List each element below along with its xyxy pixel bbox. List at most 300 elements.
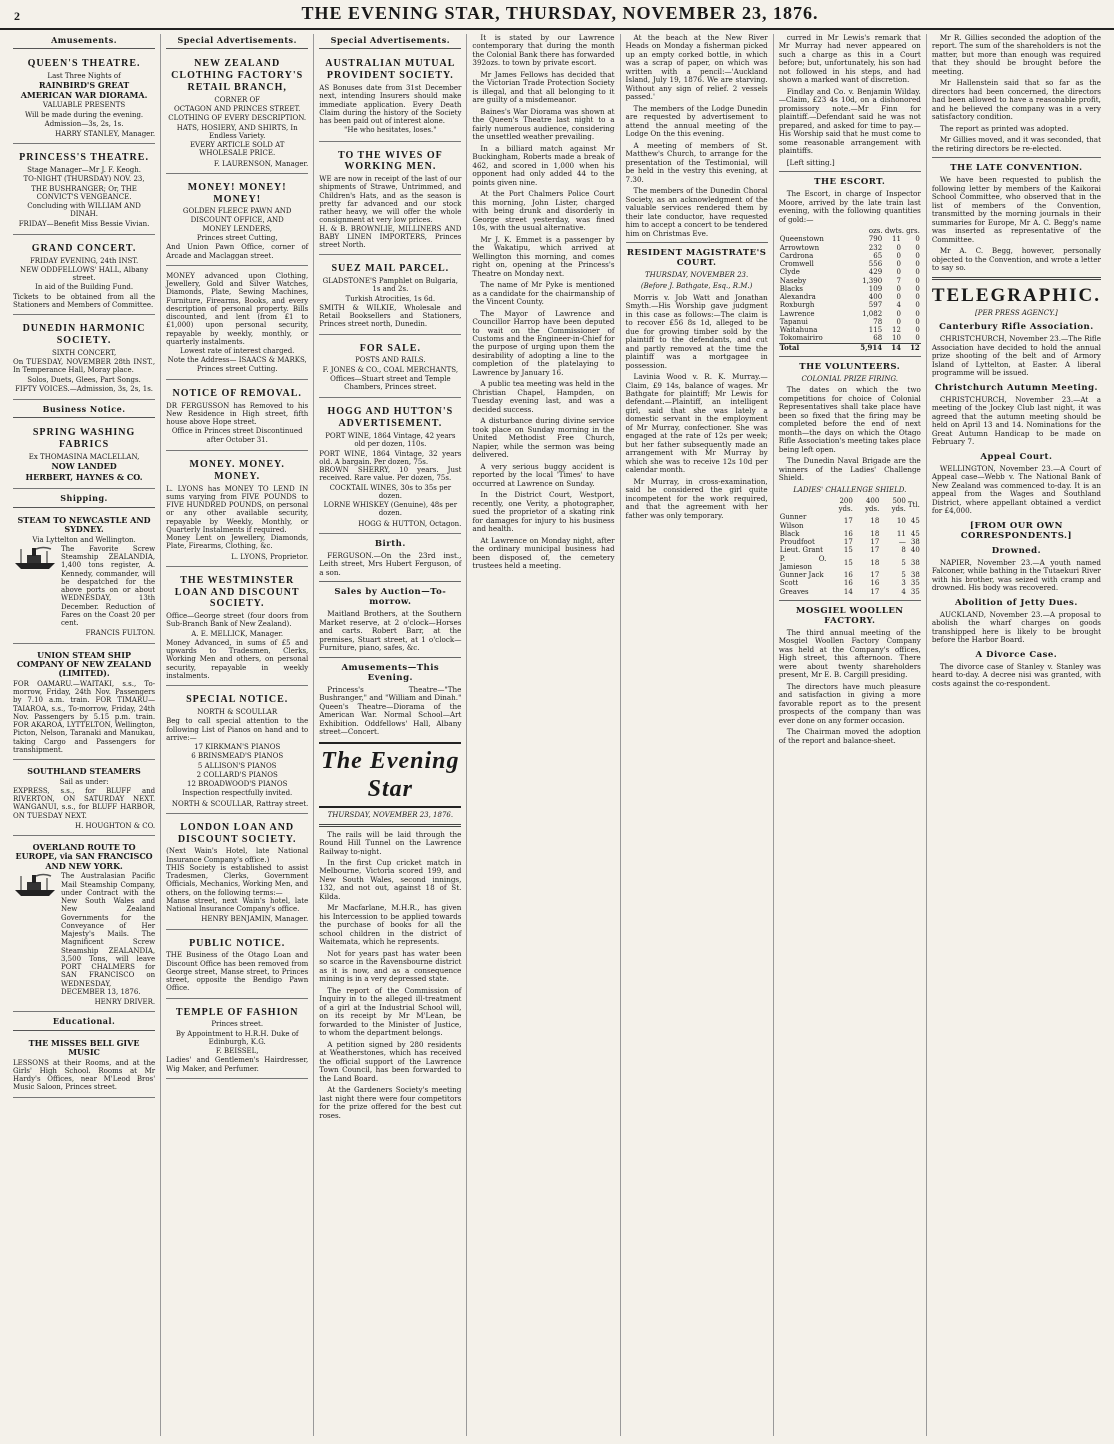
special-ad-line: A. E. MELLICK, Manager.	[191, 629, 284, 638]
column-2	[161, 34, 314, 1436]
escort-gr: 0	[915, 317, 920, 326]
amusement-ad	[13, 238, 155, 315]
column-7	[927, 34, 1106, 1436]
news-paragraph: In a billiard match against Mr Buckingham, Roberts made a break of 462, and scored in 1,000 when his opponent had only added 44 to the points given nine.	[472, 143, 615, 187]
shipping-title: STEAM TO NEWCASTLE AND SYDNEY.	[17, 514, 151, 535]
amusement-ad	[13, 147, 155, 235]
auction-notice: Maitland Brothers, at the Southern Market reserve, at 2 o'clock—Horses and carts. Robert Barr, at the premises, Stuart street, at 1 o'clock—Furniture, piano, safes, &c.	[319, 609, 462, 653]
special-ad-line: Beg to call special attention to the following List of Pianos on hand and to arrive:—	[166, 717, 309, 742]
auction-header: Sales by Auction—To-morrow.	[334, 587, 447, 608]
special2-ad-line: PORT WINE, 1864 Vintage, 42 years old per dozen, 110s.	[325, 432, 456, 449]
escort-place: Alexandra	[779, 293, 816, 302]
steamship-icon	[13, 545, 57, 571]
news-paragraph: A meeting of members of St. Matthew's Church, to arrange for the presentation of the Testimonial, will be held in the vestry this evening, at 7.30.	[625, 140, 768, 184]
news-paragraphs-3	[626, 34, 768, 238]
shipping-sub: Sail as under:	[59, 777, 109, 786]
amusement-ad-line: FRIDAY EVENING, 24th INST.	[29, 256, 139, 265]
shipping-ad	[13, 763, 155, 836]
special-ad-line: NORTH & SCOULLAR	[197, 708, 278, 716]
special-ad-signature: F. LAURENSON, Manager.	[213, 159, 309, 168]
section-header-amusements: Amusements.	[13, 34, 155, 49]
escort-dwt: 11	[892, 235, 901, 244]
double-rule	[319, 824, 461, 827]
news-paragraph: curred in Mr Lewis's remark that Mr Murray had never appeared on such a charge as this in a Court before; but, unfortunately, his son had not followed in his steps, and had shown a marked want of discretion.	[778, 33, 921, 85]
escort-dwt: 0	[896, 284, 901, 293]
shipping-ads	[13, 512, 155, 1013]
shooter-name: Greaves	[779, 587, 809, 596]
column-3	[314, 34, 467, 1436]
special2-ad-line: "He who hesitates, loses."	[344, 126, 437, 135]
court-paragraph: Lavinia Wood v. R. K. Murray.—Claim, £9 14s, balance of wages. Mr Bathgate for plaintiff; Mr Lewis for defendant.—Plaintiff, an intelligent girl, said that she was lately a domestic servant in the employment of Mr Murray, confectioner. She was engaged at the rate of 12s per week; but her father subsequently made an arrangement with Mr Murray by which she was to receive 12s 10d per calendar month.	[625, 372, 768, 475]
amusement-ad-line: Admission—3s, 2s, 1s.	[44, 119, 124, 128]
news-paragraph: In the first Cup cricket match in Melbourne, Victoria scored 199, and New South Wales, second innings, 132, and not out, against 18 of St. Kilda.	[319, 858, 462, 901]
divider	[932, 157, 1101, 158]
special-ad-title: MONEY! MONEY! MONEY!	[187, 181, 287, 205]
news-paragraph: A petition signed by 280 residents at Weatherstones, which has received the official support of the Lawrence Town Council, has been forwarded to the Land Board.	[319, 1039, 462, 1083]
shooting-header: 500 yds.	[891, 496, 906, 514]
news-paragraph: At Lawrence on Monday night, after the ordinary municipal business had been disposed of, the cemetery trustees held a meeting.	[472, 535, 615, 571]
shooter-name: Scott	[779, 579, 799, 588]
escort-dwt: 12	[892, 326, 901, 335]
news-paragraph: Mr James Fellows has decided that the Victorian Trade Protection Society is illegal, and that all belonging to it are guilty of a misdemeanor.	[472, 69, 615, 105]
score-500: 8	[901, 546, 906, 555]
double-rule	[932, 277, 1101, 280]
telegram-head: [FROM OUR OWN CORRESPONDENTS.]	[960, 520, 1073, 541]
score-500: 4	[901, 587, 906, 596]
escort-row	[779, 252, 921, 260]
special-ad-line: CORNER OF	[214, 95, 261, 104]
score-total: 35	[910, 587, 920, 596]
escort-row	[779, 244, 921, 252]
special2-ad-line: WE are now in receipt of the last of our shipments of Strawe, Untrimmed, and Children's Hats, and as the season is pretty far advanced and our stock rather heavy, we will offer the whole consignment at very low prices.	[319, 175, 462, 225]
telegram-body: AUCKLAND, November 23.—A proposal to abolish the wharf charges on goods transhipped here is likely to be brought before the Harbor Board.	[931, 609, 1101, 645]
amusement-ad-signature: HARRY STANLEY, Manager.	[55, 130, 156, 139]
shooter-name: Lieut. Grant	[779, 546, 823, 555]
escort-row	[779, 235, 921, 243]
telegram-body: CHRISTCHURCH, November 23.—The Rifle Association have decided to hold the annual prize shooting of the belt and of Armory Island of Lyttelton, at Easter. A liberal programme will be issued.	[931, 334, 1101, 378]
score-total: 35	[910, 579, 920, 588]
escort-oz: 232	[868, 243, 883, 252]
special-ad-line: Money Lent on Jewellery, Diamonds, Plate, Firearms, Clothing, &c.	[166, 534, 309, 551]
special2-ad-line: SMITH & WILKIE, Wholesale and Retail Booksellers and Stationers, Princes street north, Dunedin.	[319, 303, 462, 329]
shooting-row	[779, 555, 921, 572]
news-paragraph: The name of Mr Pyke is mentioned as a candidate for the chairmanship of the Vincent County.	[472, 280, 615, 307]
escort-place: Tapanui	[779, 317, 808, 326]
news-paragraph: Mr J. K. Emmet is a passenger by the Wakatipu, which arrived at Wellington this morning, and comes right on, opening at the Princess's Theatre on Monday next.	[472, 234, 615, 278]
volunteers-title: THE VOLUNTEERS.	[799, 361, 901, 372]
special-ad	[166, 383, 308, 451]
escort-oz: 400	[868, 293, 883, 302]
court-title: RESIDENT MAGISTRATE'S COURT.	[626, 248, 767, 269]
shipping-sub: Via Lyttelton and Wellington.	[32, 535, 136, 544]
escort-intro: The Escort, in charge of Inspector Moore, arrived by the late train last evening, with the following quantities of gold:—	[778, 189, 921, 224]
escort-row	[779, 268, 921, 276]
special2-ad-title: HOGG AND HUTTON'S ADVERTISEMENT.	[327, 406, 454, 430]
escort-row	[779, 260, 921, 268]
shooting-row	[779, 546, 921, 554]
special-ad-title: NEW ZEALAND CLOTHING FACTORY'S RETAIL BRANCH,	[171, 58, 304, 94]
special-ad-title: LONDON LOAN AND DISCOUNT SOCIETY.	[177, 821, 297, 845]
special-ad-line: MONEY advanced upon Clothing, Jewellery, Gold and Silver Watches, Diamonds, Plate, Sewing Machines, Furniture, Firearms, Books, and every description of personal property. Bills discounted, and lent (from £1 to £1,000) upon personal security, repayable by weekly, monthly, or quarterly instalments.	[166, 271, 309, 346]
convention-title: THE LATE CONVENTION.	[950, 163, 1083, 174]
section-header-special-ads-2: Special Advertisements.	[319, 34, 461, 49]
score-500: 10	[896, 517, 906, 526]
telegram-head: Appeal Court.	[980, 451, 1053, 462]
score-500: 5	[901, 571, 906, 580]
special-ad-signature: HENRY BENJAMIN, Manager.	[201, 915, 309, 924]
escort-gr: 0	[915, 284, 920, 293]
telegram-body: NAPIER, November 23.—A youth named Falconer, while bathing in the Tutaekuri River with his brother, was seized with cramp and drowned. His body was recovered.	[931, 557, 1101, 593]
telegram-head: Drowned.	[991, 545, 1042, 556]
escort-title: THE ESCORT.	[814, 177, 886, 188]
woollen-paragraph: The directors have much pleasure and satisfaction in giving a more favorable report as to the present prospects of the company than was ever done on any former occasion.	[778, 681, 921, 725]
shooter-name: Black	[779, 529, 800, 538]
escort-oz: 790	[868, 235, 883, 244]
shipping-ad	[13, 839, 155, 1012]
section-header-shipping: Shipping.	[13, 492, 155, 507]
special-ad-title: TEMPLE OF FASHION	[175, 1006, 299, 1018]
special2-ad-line: AS Bonuses date from 31st December next, intending Insurers should make immediate application. Every Death Claim during the history of the Society has been paid out of interest alone.	[319, 84, 462, 126]
escort-oz: 115	[868, 326, 883, 335]
escort-gr: 0	[915, 334, 920, 343]
special-ad-line: Ladies' and Gentlemen's Hairdresser, Wig Maker, and Perfumer.	[166, 1056, 309, 1073]
divider	[779, 171, 921, 172]
score-200: 17	[843, 538, 853, 547]
score-500: —	[898, 538, 906, 547]
special2-ad	[319, 401, 461, 533]
steamship-icon	[13, 872, 57, 898]
special-ad-line: (Next Wain's Hotel, late National Insurance Company's office.)	[166, 847, 309, 864]
escort-place: Blacks	[779, 284, 803, 293]
shooting-table	[779, 497, 921, 596]
escort-total-row	[779, 343, 921, 352]
score-400: 17	[870, 538, 880, 547]
woollen-title: MOSGIEL WOOLLEN FACTORY.	[795, 605, 904, 626]
special-ad-title: PUBLIC NOTICE.	[189, 937, 286, 949]
special-ads-list	[166, 53, 308, 1079]
amusements-notice: Princess's Theatre—"The Bushranger," and "William and Dinah." Queen's Theatre—Diorama of the American War. Normal School—Art Exhibition. Oddfellows' Hall, Albany street—Concert.	[319, 684, 462, 737]
news-paragraph: In the District Court, Westport, recently, one Verity, a photographer, sued the proprietor of a skating rink for damages for injury to his business and health.	[472, 490, 615, 534]
news-paragraph: The rails will be laid through the Round Hill Tunnel on the Lawrence Railway to-night.	[319, 829, 462, 856]
special-ad-signature: L. LYONS, Proprietor.	[231, 552, 309, 561]
column-1	[8, 34, 161, 1436]
news-paragraph: It is stated by our Lawrence contemporary that during the month the Colonial Bank there has forwarded 392ozs. to town by private escort.	[472, 33, 615, 68]
telegram-body: WELLINGTON, November 23.—A Court of Appeal case—Webb v. The National Bank of New Zealand was commenced to-day. It is an appeal from the Wages and Southland District, where appellant obtained a verdict for £4,000.	[931, 463, 1101, 516]
escort-gr: 0	[915, 260, 920, 269]
amusement-ad-line: FRIDAY—Benefit Miss Bessie Vivian.	[18, 219, 150, 228]
score-200: 17	[843, 517, 853, 526]
shooting-header: 400 yds.	[865, 496, 880, 514]
amusement-ad-line: Will be made during the evening.	[24, 110, 144, 119]
news-paragraph: At the Gardeners Society's meeting last night there were four competitors for the prize offered for the best cut roses.	[319, 1085, 462, 1120]
score-total: 38	[910, 571, 920, 580]
shipping-signature: FRANCIS FULTON.	[85, 629, 156, 638]
special-ad-line: 2 COLLARD'S PIANOS	[196, 770, 278, 779]
special2-ad-signature: HOGG & HUTTON, Octagon.	[358, 519, 462, 528]
news-paragraphs	[319, 831, 461, 1121]
shipping-body: EXPRESS, s.s., for BLUFF and RIVERTON, ON SATURDAY NEXT. WANGANUI, s.s., for BLUFF HARBOR, ON TUESDAY NEXT.	[13, 786, 156, 820]
shipping-title: SOUTHLAND STEAMERS	[27, 766, 141, 777]
newspaper-columns	[8, 34, 1106, 1436]
special-ad-line: Office in Princes street Discontinued after October 31.	[171, 427, 303, 444]
telegram-body: CHRISTCHURCH, November 23.—At a meeting of the Jockey Club last night, it was agreed that the autumn meeting should be held on April 13 and 14. Nominations for the Great Autumn Handicap to be made on February 7.	[931, 394, 1101, 447]
escort-gr: 0	[915, 243, 920, 252]
shipping-title: UNION STEAM SHIP COMPANY OF NEW ZEALAND (LIMITED).	[16, 649, 152, 679]
escort-dwt: 0	[896, 317, 901, 326]
amusement-ad-line: Solos, Duets, Glees, Part Songs.	[27, 375, 141, 384]
escort-place: Waitahuna	[779, 326, 818, 335]
score-500: 3	[901, 579, 906, 588]
news-paragraph: A public tea meeting was held in the Christian Chapel, Hampden, on Tuesday evening last, and was a decided success.	[472, 379, 615, 414]
volunteers-sub: COLONIAL PRIZE FIRING.	[801, 374, 899, 383]
column-4	[467, 34, 620, 1436]
score-400: 17	[870, 546, 880, 555]
birth-header: Birth.	[374, 538, 406, 549]
score-500: 11	[896, 529, 906, 538]
score-200: 15	[843, 558, 853, 567]
escort-dwt: 0	[896, 251, 901, 260]
special2-ad-line: PORT WINE, 1864 Vintage, 32 years old. A bargain. Per dozen, 75s.	[319, 449, 462, 466]
shipping-title: OVERLAND ROUTE TO EUROPE, via SAN FRANCISCO AND NEW YORK.	[15, 842, 153, 871]
amusement-ad-line: SIXTH CONCERT,	[51, 348, 117, 357]
special2-ad-line: GLADSTONE'S Pamphlet on Bulgaria, 1s and 2s.	[322, 277, 459, 294]
shipping-row	[13, 545, 155, 628]
amusement-ad-title: DUNEDIN HARMONIC SOCIETY.	[22, 323, 146, 346]
special2-ad-line: F. JONES & CO., COAL MERCHANTS,	[322, 365, 459, 374]
escort-place: Cardrona	[779, 251, 814, 260]
escort-gr: 0	[915, 251, 920, 260]
court-paragraphs	[626, 294, 768, 521]
shipping-ad	[13, 647, 155, 761]
escort-place: Naseby	[779, 276, 807, 285]
escort-oz: 556	[868, 260, 883, 269]
special2-ad	[319, 338, 461, 399]
escort-dwt: 10	[892, 334, 901, 343]
escort-dwt: 0	[896, 293, 901, 302]
special2-ad-line: Offices—Stuart street and Temple Chambers, Princes street.	[330, 374, 451, 392]
special-ad-line: Manse street, next Wain's hotel, late National Insurance Company's office.	[166, 896, 309, 914]
amusement-ad-line: THE BUSHRANGER; Or, THE CONVICT'S VENGEANCE.	[31, 184, 137, 201]
special-ad-line: 17 KIRKMAN'S PIANOS	[194, 743, 281, 751]
special2-ad-title: FOR SALE.	[359, 342, 421, 354]
escort-units: ozs. dwts. grs.	[868, 227, 920, 236]
special-ad-signature: NORTH & SCOULLAR, Rattray street.	[171, 799, 309, 808]
news-paragraph: At the beach at the New River Heads on Monday a fisherman picked up an empty corked bottle, in which was a scrap of paper, on which was written with a pencil:—'Auckland Island, July 19, 1876. We are starving. Without any sign of relief. 2 vessels passed.'	[625, 33, 768, 102]
escort-gr: 0	[915, 309, 920, 318]
telegram-body: The divorce case of Stanley v. Stanley was heard to-day. A decree nisi was granted, with costs against the co-respondent.	[931, 661, 1101, 688]
amusement-ad-line: FIFTY VOICES.—Admission, 3s, 2s, 1s.	[15, 384, 154, 393]
escort-dwt: 0	[896, 260, 901, 269]
escort-place: Lawrence	[779, 309, 815, 318]
news-paragraph: Mr Gillies moved, and it was seconded, that the retiring directors be re-elected.	[931, 135, 1101, 153]
escort-place: Roxburgh	[779, 301, 815, 310]
special-ad	[166, 269, 308, 380]
special-ad-line: Office—George street (four doors from Sub-Branch Bank of New Zealand).	[166, 612, 309, 629]
score-400: 17	[870, 587, 880, 596]
special-ad-line: THIS Society is established to assist Tradesmen, Clerks, Government Officials, Mechanics, Working Men, and others, on the following terms:—	[166, 863, 309, 897]
evening-star-flag: The Evening Star	[319, 742, 461, 809]
special-ad-line: Princes street.	[211, 1020, 264, 1029]
score-400: 18	[870, 517, 880, 526]
edu-body: LESSONS at their Rooms, and at the Girls' High School. Rooms at Mr Hardy's Offices, near M'Leod Bros' Music Saloon, Princes street.	[13, 1058, 156, 1092]
court-sub: (Before J. Bathgate, Esq., R.M.)	[640, 282, 753, 291]
escort-gr: 0	[915, 326, 920, 335]
special2-ad	[319, 258, 461, 334]
shooting-row	[779, 571, 921, 579]
shooting-row	[779, 538, 921, 546]
woollen-paragraph: The third annual meeting of the Mosgiel Woollen Factory Company was held at the Company's offices, High street, this afternoon. There were about twenty shareholders present, Mr E. B. Cargill presiding.	[778, 627, 921, 680]
news-paragraph: Findlay and Co. v. Benjamin Wilday.—Claim, £23 4s 10d, on a dishonored promissory note.—Mr Finn for plaintiff.—Defendant said he was not prepared, and asked for time to pay.—His Worship said that he must come to some reasonable arrangement with plaintiffs.	[778, 86, 921, 156]
special-ad	[166, 933, 308, 999]
telegraphic-items	[932, 322, 1101, 688]
escort-row	[779, 326, 921, 334]
special-ad-line: OCTAGON AND PRINCES STREET.	[174, 105, 301, 114]
escort-gr: 0	[915, 276, 920, 285]
escort-total-label: Total	[779, 343, 845, 352]
special-ad	[166, 570, 308, 686]
escort-row	[779, 310, 921, 318]
escort-dwt: 0	[896, 268, 901, 277]
shipping-body: FOR OAMARU.—WAITAKI, s.s., To-morrow, Friday, 24th Nov. Passengers by 7.10 a.m. train. FOR TIMARU—TAIAROA, s.s., To-morrow, Friday, 24th Nov. Passengers by 5.15 p.m. train. FOR AKAROA, LYTTELTON, Wellington, Picton, Nelson, Taranaki and Manukau, taking Cargo and Passengers for transhipment.	[13, 679, 156, 754]
telegram-head: Abolition of Jetty Dues.	[954, 597, 1078, 608]
news-paragraph: The report as printed was adopted.	[939, 123, 1069, 133]
special2-ad-line: POSTS AND RAILS.	[355, 356, 426, 365]
special-ad-line: F. BEISSEL,	[215, 1047, 259, 1056]
shipping-signature: HENRY DRIVER.	[94, 998, 156, 1007]
shooting-header: 200 yds.	[838, 496, 853, 514]
shooting-row	[779, 588, 921, 596]
news-paragraph: The report of the Commission of Inquiry in to the alleged ill-treatment of a girl at the Industrial School will, on its receipt by Mr M'Lean, be forwarded to the Minister of Justice, to whom the department belongs.	[319, 985, 462, 1038]
score-200: 15	[843, 546, 853, 555]
score-400: 18	[870, 558, 880, 567]
escort-oz: 68	[873, 334, 883, 343]
section-header-special-ads: Special Advertisements.	[166, 34, 308, 49]
special2-ad-line: BROWN SHERRY, 10 years. Just received. Rare value. Per dozen, 75s.	[319, 466, 462, 483]
news-paragraph: Mr Hallenstein said that so far as the directors had been concerned, the directors had been allowed to have a reasonable profit, and he believed the company was in a very satisfactory condition.	[931, 78, 1101, 122]
page-title: THE EVENING STAR, THURSDAY, NOVEMBER 23, 1876.	[301, 3, 819, 23]
telegram-head: A Divorce Case.	[975, 649, 1058, 660]
escort-gr: 0	[915, 235, 920, 244]
woollen-paragraphs	[779, 629, 921, 745]
amusement-ad-line: TO-NIGHT (THURSDAY) NOV. 23,	[23, 175, 145, 184]
escort-gr: 0	[915, 293, 920, 302]
amusement-ad-line: VALUABLE PRESENTS	[42, 101, 126, 110]
amusement-ad-headline: RAINBIRD'S GREAT AMERICAN WAR DIORAMA.	[20, 80, 148, 100]
escort-place: Clyde	[779, 268, 800, 277]
special2-ad-line: H. & B. BROWNLIE, MILLINERS AND BABY LINEN IMPORTERS, Princes street North.	[319, 224, 462, 250]
business-notice	[13, 422, 155, 489]
escort-dwt: 0	[896, 309, 901, 318]
amusement-ad-line: In aid of the Building Fund.	[35, 283, 134, 292]
woollen-paragraph: The Chairman moved the adoption of the report and balance-sheet.	[778, 727, 921, 745]
news-paragraph: The members of the Dunedin Choral Society, as an acknowledgment of the valuable services rendered them by their late conductor, have requested him to accept a concert to be tendered him on Christmas Eve.	[625, 186, 768, 238]
escort-place: Arrowtown	[779, 243, 820, 252]
telegraphic-sub: [PER PRESS AGENCY.]	[975, 309, 1058, 318]
news-paragraph: At the Port Chalmers Police Court this morning, John Lister, charged with being drunk and disorderly in George street yesterday, was fined 10s, with the usual alternative.	[472, 189, 615, 233]
telegraphic-title: TELEGRAPHIC.	[931, 284, 1101, 306]
escort-gr: 0	[915, 301, 920, 310]
educational-ad	[13, 1035, 155, 1098]
special-ad-line: And Union Pawn Office, corner of Arcade and Maclaggan street.	[166, 243, 309, 260]
amusement-ad-title: GRAND CONCERT.	[31, 242, 137, 254]
edu-title: THE MISSES BELL GIVE MUSIC	[28, 1037, 140, 1058]
flag-dateline: THURSDAY, NOVEMBER 23, 1876.	[327, 811, 454, 820]
escort-row	[779, 293, 921, 301]
escort-oz: 1,082	[862, 309, 883, 318]
shooter-name: P. O. Jamieson	[779, 554, 827, 571]
news-paragraphs-4	[779, 34, 921, 167]
shipping-body: The Australasian Pacific Mail Steamship Company, under Contract with the New South Wales and New Zealand Governments for the Conveyance of Her Majesty's Mails. The Magnificent Screw Steamship ZEALANDIA, 3,500 Tons, will leave PORT CHALMERS for SAN FRANCISCO on WEDNESDAY, DECEMBER 13, 1876.	[61, 872, 156, 996]
special-ad-line: 6 BRINSMEAD'S PIANOS	[191, 752, 284, 761]
special-ad-line: EVERY ARTICLE SOLD AT WHOLESALE PRICE.	[189, 141, 285, 158]
special-ad-line: HATS, HOSIERY, AND SHIRTS, In Endless Variety.	[176, 123, 298, 140]
score-400: 16	[870, 579, 880, 588]
news-paragraphs-2	[472, 34, 614, 571]
column-6	[774, 34, 927, 1436]
news-paragraph: Mr Macfarlane, M.H.R., has given his Intercession to be applied towards the purchase of books for all the school children in the district of Waitemata, which he represents.	[319, 903, 462, 947]
convention-paragraph: We have been requested to publish the following letter by members of the Kaikorai School Committee, who observed that in the list of members of the Convention, transmitted by the morning journals in their summaries for Europe, Mr A. C. Begg's name was inserted as representative of the Committee.	[931, 175, 1101, 244]
special-ad	[166, 53, 308, 173]
news-paragraphs-5	[932, 34, 1101, 153]
court-paragraph: Morris v. Job Watt and Jonathan Smyth.—His Worship gave judgment in this case as follows:—The claim is to recover £56 8s 1d, alleged to be due for growing timber sold by the plaintiff to the defendants, and cut and partly removed at the time the plaintiff was a mortgagee in possession.	[625, 292, 768, 370]
section-header-educational: Educational.	[13, 1015, 155, 1030]
escort-gr: 0	[915, 268, 920, 277]
special2-ad-line: Turkish Atrocities, 1s 6d.	[345, 294, 436, 303]
amusement-ad-line: Stage Manager—Mr J. F. Keogh.	[27, 166, 142, 175]
escort-oz: 429	[868, 268, 883, 277]
special-ad	[166, 689, 308, 814]
amusements-header: Amusements—This Evening.	[341, 662, 440, 683]
shooting-header-row	[779, 497, 921, 514]
score-200: 16	[843, 579, 853, 588]
shooting-row	[779, 530, 921, 538]
escort-row	[779, 277, 921, 285]
special-ad-line: THE Business of the Otago Loan and Discount Office has been removed from George street, Manse street, to Princes street, opposite the Bendigo Pawn Office.	[166, 951, 309, 993]
shooting-row	[779, 513, 921, 530]
escort-row	[779, 318, 921, 326]
divider	[626, 242, 768, 243]
page-number: 2	[14, 9, 20, 23]
special-ads-list-2	[319, 53, 461, 533]
business-signature: HERBERT, HAYNES & CO.	[25, 471, 143, 482]
escort-row	[779, 301, 921, 309]
divider	[779, 356, 921, 357]
score-500: 5	[901, 558, 906, 567]
telegram-head: Canterbury Rifle Association.	[939, 322, 1094, 333]
shooting-header-blank	[779, 497, 828, 514]
amusement-ad-line: NEW ODDFELLOWS' HALL, Albany street.	[20, 265, 149, 283]
amusement-ad	[13, 318, 155, 400]
news-paragraph: Baines's War Diorama was shown at the Queen's Theatre last night to a fairly numerous audience, considering the unsettled weather prevailing.	[472, 106, 615, 142]
masthead	[0, 0, 1114, 30]
special-ad-line: By Appointment to H.R.H. Duke of Edinburgh, K.G.	[175, 1029, 299, 1046]
special2-ad-line: COCKTAIL WINES, 30s to 35s per dozen.	[329, 483, 452, 500]
news-paragraph: The members of the Lodge Dunedin are requested by advertisement to attend the annual meeting of the Lodge On the this evening.	[625, 103, 768, 139]
shooter-name: Proudfoot	[779, 538, 815, 547]
birth-notice: FERGUSON.—On the 23rd inst., Leith street, Mrs Hubert Ferguson, of a son.	[319, 550, 462, 577]
shooter-name: Gunner Wilson	[779, 513, 807, 530]
special-ad	[166, 177, 308, 266]
escort-dwt: 0	[896, 243, 901, 252]
escort-dwt: 4	[896, 301, 901, 310]
special2-ad-title: SUEZ MAIL PARCEL.	[331, 263, 450, 275]
amusement-ad	[13, 53, 155, 144]
divider	[319, 581, 461, 582]
amusement-ad-line: Tickets to be obtained from all the Stationers and Members of Committee.	[13, 292, 156, 309]
amusement-ad-line: On TUESDAY, NOVEMBER 28th INST., In Temperance Hall, Moray place.	[13, 358, 156, 375]
special-ad-line: L. LYONS has MONEY TO LEND IN sums varying from FIVE POUNDS to FIVE HUNDRED POUNDS, on personal or any other available security, repayable by Weekly, Monthly, or Quarterly Instalments if required.	[166, 484, 309, 534]
escort-oz: 597	[868, 301, 883, 310]
